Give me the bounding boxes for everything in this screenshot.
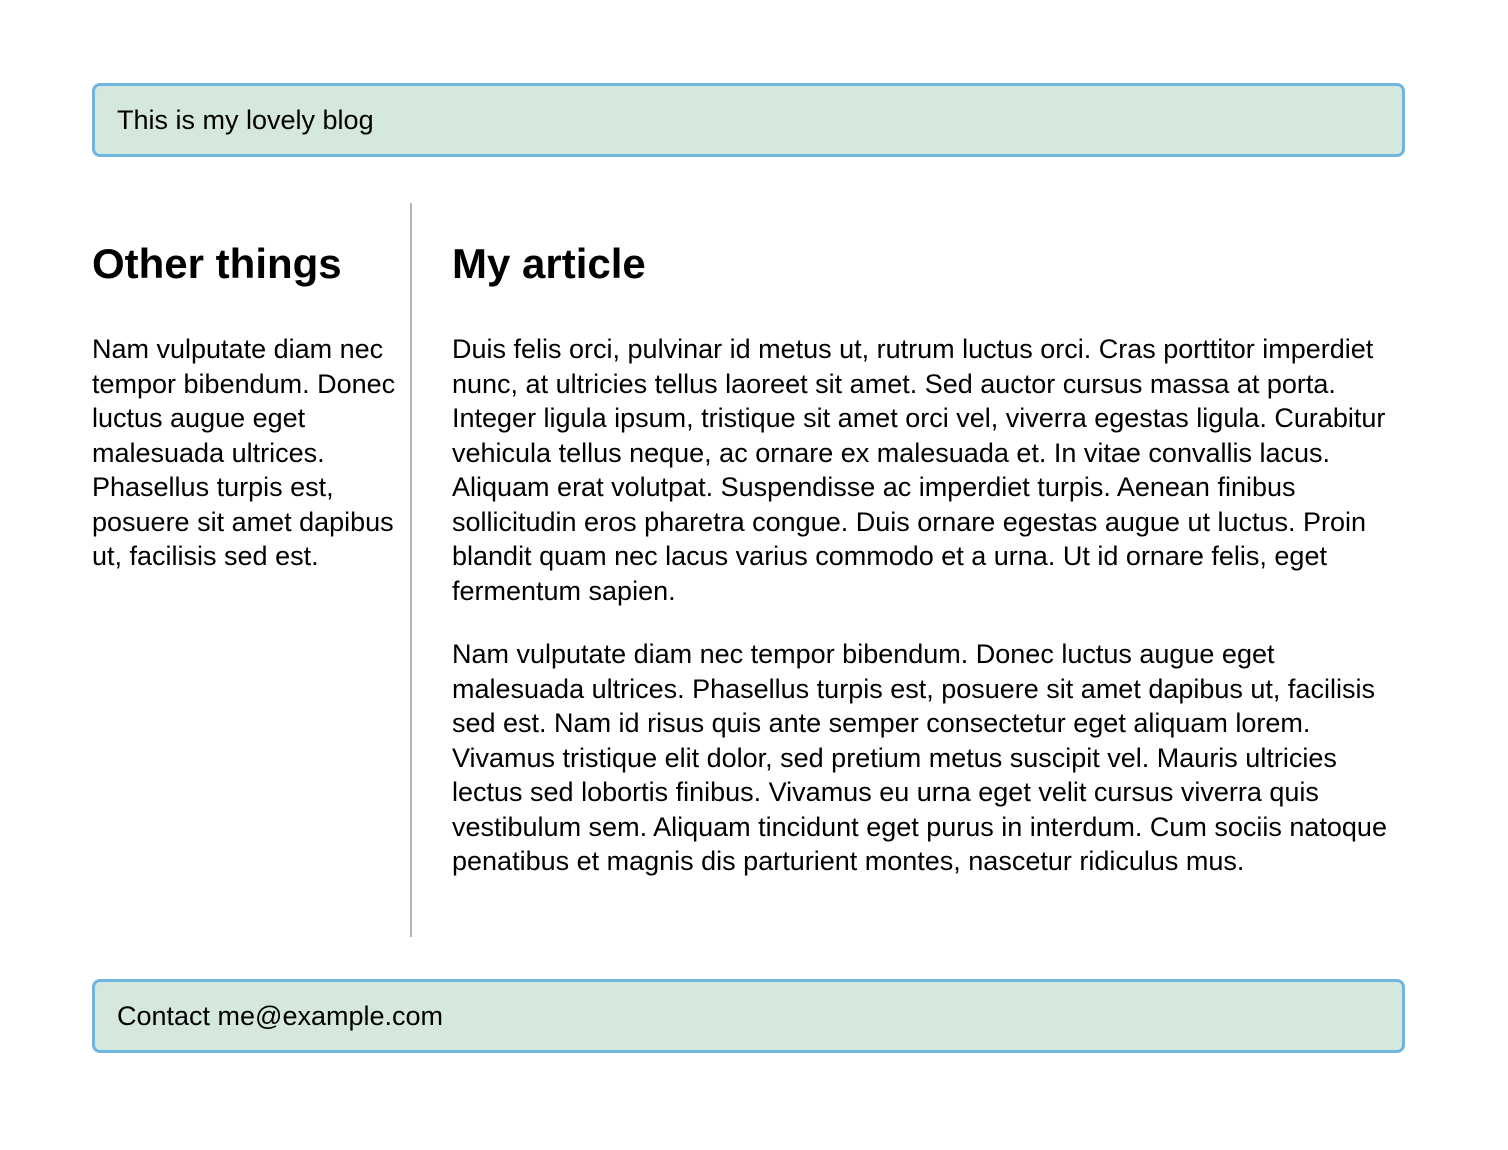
article-paragraph: Nam vulputate diam nec tempor bibendum. Donec luctus augue eget malesuada ultrices. Phasellus turpis est, posuere sit amet dapibus ut, facilisis sed est. Nam id risus quis ante semper consectetur eget aliquam lorem. Vivamus tristique elit dolor, sed pretium metus suscipit vel. Mauris ultricies lectus sed lobortis finibus. Vivamus eu urna eget velit cursus viverra quis vestibulum sem. Aliquam tincidunt eget purus in interdum. Cum sociis natoque penatibus et magnis dis parturient montes, nascetur ridiculus mus.: [452, 639, 1387, 876]
main-article: [452, 203, 1412, 879]
sidebar: [92, 203, 408, 574]
site-header-text: This is my lovely blog: [117, 104, 374, 135]
article-heading: My article: [452, 240, 646, 287]
article-paragraph: Duis felis orci, pulvinar id metus ut, rutrum luctus orci. Cras porttitor imperdiet nunc, at ultricies tellus laoreet sit amet. Sed auctor cursus massa at porta. Integer ligula ipsum, tristique sit amet orci vel, viverra egestas ligula. Curabitur vehicula tellus neque, ac ornare ex malesuada et. In vitae convallis lacus. Aliquam erat volutpat. Suspendisse ac imperdiet turpis. Aenean finibus sollicitudin eros pharetra congue. Duis ornare egestas augue ut luctus. Proin blandit quam nec lacus varius commodo et a urna. Ut id ornare felis, eget fermentum sapien.: [452, 334, 1386, 606]
sidebar-heading: Other things: [92, 240, 342, 287]
site-footer-text: Contact me@example.com: [117, 1000, 444, 1031]
site-header: [92, 83, 1405, 157]
site-footer: [92, 979, 1405, 1053]
sidebar-paragraph: Nam vulputate diam nec tempor bibendum. Donec luctus augue eget malesuada ultrices. Phasellus turpis est, posuere sit amet dapibus ut, facilisis sed est.: [92, 334, 396, 571]
column-divider: [410, 203, 412, 937]
